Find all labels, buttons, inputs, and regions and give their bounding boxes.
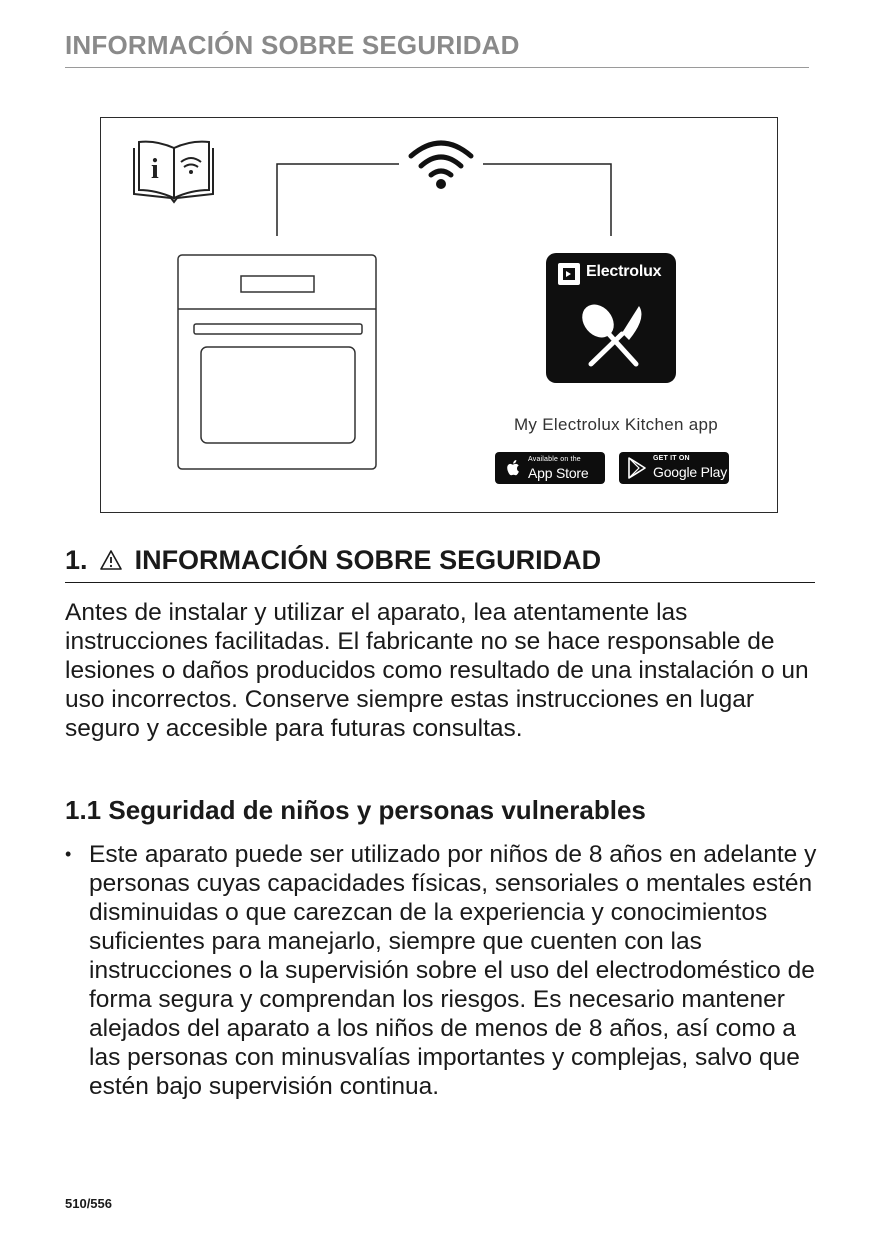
warning-icon: [99, 549, 123, 571]
section-heading: [65, 545, 815, 583]
wifi-icon: [411, 143, 471, 189]
intro-paragraph: Antes de instalar y utilizar el aparato, lea atentamente las instrucciones facilitadas. El fabricante no se hace responsable de lesiones o daños producidos como resultado de una instalación o un uso incorrectos. Conserve siempre estas instrucciones en lugar seguro y accesible para futuras consultas.: [65, 599, 809, 742]
oven-icon: [178, 255, 376, 469]
list-item: [65, 840, 825, 1101]
google-play-small-label: GET IT ON: [653, 455, 690, 462]
running-header: INFORMACIÓN SOBRE SEGURIDAD: [65, 30, 809, 68]
google-play-icon: [627, 457, 647, 479]
bullet-list: [65, 840, 825, 1101]
app-store-small-label: Available on the: [528, 456, 581, 463]
electrolux-brand-label: Electrolux: [586, 263, 662, 280]
list-item-text: Este aparato puede ser utilizado por niños de 8 años en adelante y personas cuyas capacidades físicas, sensoriales o mentales estén disminuidas o que carezcan de la experiencia y conocimientos suficientes para manejarlo, siempre que cuenten con las instrucciones o la supervisión sobre el uso del electrodoméstico de forma segura y comprendan los riesgos. Es necesario mantener alejados del aparato a los niños de menos de 8 años, así como a las personas con minusvalías importantes y complejas, salvo que estén bajo supervisión continua.: [89, 841, 817, 1100]
app-store-label: App Store: [528, 465, 589, 481]
subsection-title: 1.1 Seguridad de niños y personas vulnerables: [65, 795, 646, 825]
connectivity-figure: [100, 117, 778, 513]
app-store-badge[interactable]: [495, 452, 605, 484]
manual-info-icon: [134, 142, 213, 202]
google-play-badge[interactable]: [619, 452, 729, 484]
section-title: INFORMACIÓN SOBRE SEGURIDAD: [134, 545, 602, 575]
apple-icon: [504, 458, 522, 478]
page-number: 510/556: [65, 1196, 112, 1211]
app-caption: My Electrolux Kitchen app: [513, 415, 719, 434]
section-number: 1.: [65, 545, 88, 575]
svg-text:i: i: [151, 154, 159, 185]
connection-lines: [277, 164, 611, 236]
google-play-label: Google Play: [653, 464, 728, 480]
bullet-icon: •: [65, 844, 72, 864]
